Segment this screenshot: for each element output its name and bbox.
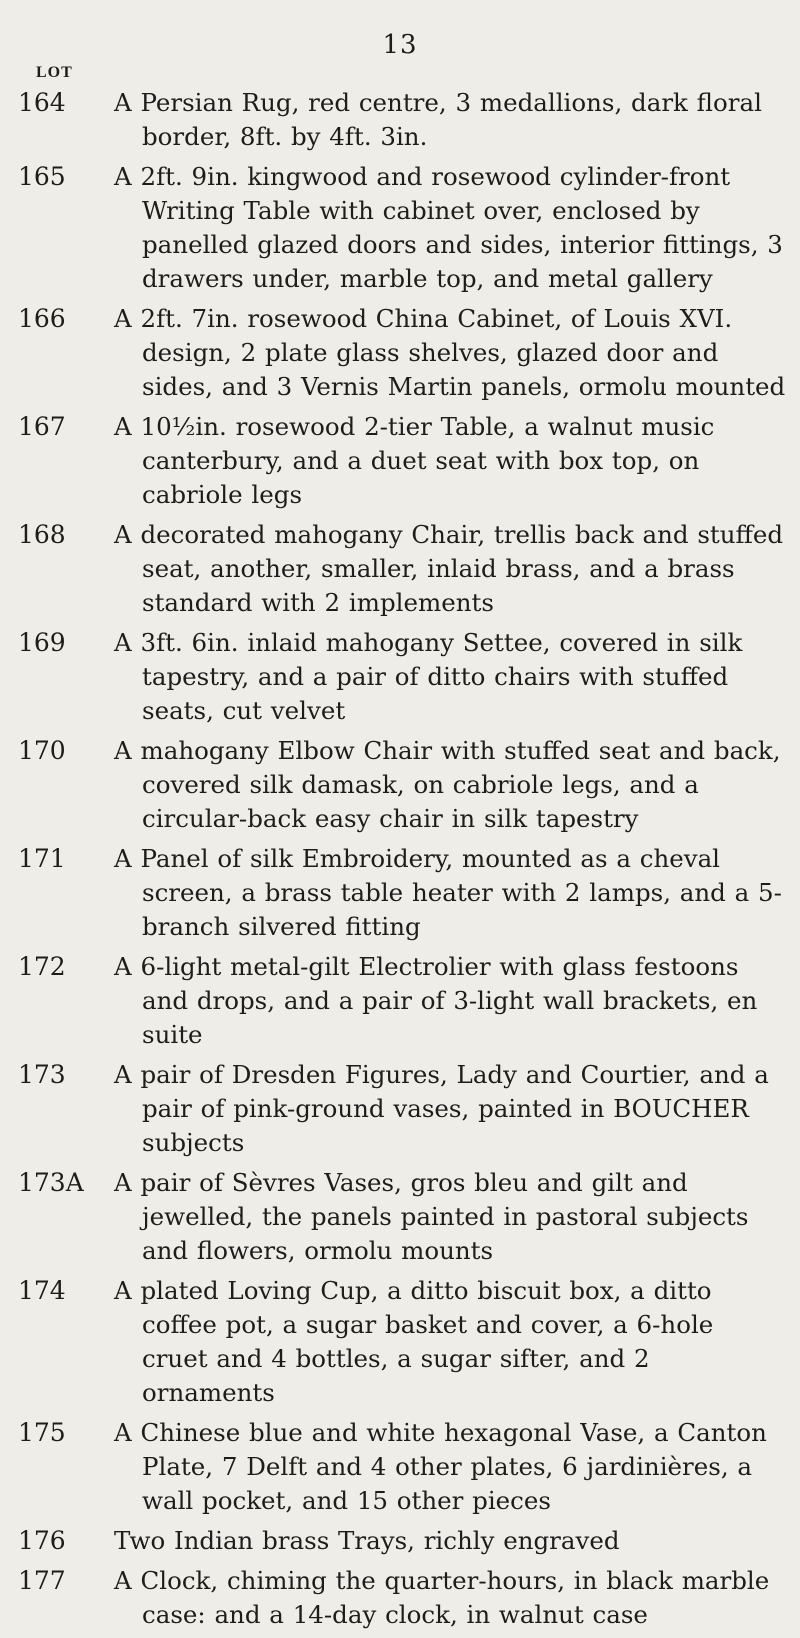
lot-number: 164 — [18, 88, 66, 117]
page-number: 13 — [382, 30, 418, 60]
lot-number: 173 — [18, 1060, 66, 1089]
lot-number: 172 — [18, 952, 66, 981]
lot-entry — [0, 302, 800, 404]
lot-entry — [0, 734, 800, 836]
lot-number: 174 — [18, 1276, 66, 1305]
lot-description: A decorated mahogany Chair, trellis back and stuffed seat, another, smaller, inlaid brass, and a brass standard with 2 implements — [114, 520, 784, 617]
lot-number: 166 — [18, 304, 66, 333]
lot-description: A plated Loving Cup, a ditto biscuit box, a ditto coffee pot, a sugar basket and cover, a 6-hole cruet and 4 bottles, a sugar sifter, and 2 ornaments — [114, 1276, 714, 1407]
lot-column-header: LOT — [36, 64, 73, 81]
lot-number: 170 — [18, 736, 66, 765]
lot-entry — [0, 518, 800, 620]
lot-description: A mahogany Elbow Chair with stuffed seat and back, covered silk damask, on cabriole legs, and a circular-back easy chair in silk tapestry — [114, 736, 781, 833]
lot-list — [0, 86, 800, 1638]
lot-description: A 6-light metal-gilt Electrolier with glass festoons and drops, and a pair of 3-light wall brackets, en suite — [114, 952, 758, 1049]
lot-number: 173A — [18, 1168, 84, 1197]
lot-description: A Clock, chiming the quarter-hours, in black marble case: and a 14-day clock, in walnut case — [114, 1566, 770, 1629]
lot-description: A pair of Sèvres Vases, gros bleu and gilt and jewelled, the panels painted in pastoral subjects and flowers, ormolu mounts — [114, 1168, 749, 1265]
lot-entry — [0, 1564, 800, 1632]
lot-description: A pair of Dresden Figures, Lady and Courtier, and a pair of pink-ground vases, painted in BOUCHER subjects — [114, 1060, 769, 1157]
lot-number: 171 — [18, 844, 66, 873]
lot-description: A Chinese blue and white hexagonal Vase, a Canton Plate, 7 Delft and 4 other plates, 6 jardinières, a wall pocket, and 15 other pieces — [114, 1418, 767, 1515]
lot-entry — [0, 1274, 800, 1410]
lot-description: A 2ft. 7in. rosewood China Cabinet, of Louis XVI. design, 2 plate glass shelves, glazed door and sides, and 3 Vernis Martin panels, ormolu mounted — [114, 304, 786, 401]
lot-entry — [0, 1524, 800, 1558]
lot-description: A Panel of silk Embroidery, mounted as a cheval screen, a brass table heater with 2 lamps, and a 5-branch silvered fitting — [114, 844, 782, 941]
lot-number: 169 — [18, 628, 66, 657]
lot-description: A 3ft. 6in. inlaid mahogany Settee, covered in silk tapestry, and a pair of ditto chairs with stuffed seats, cut velvet — [114, 628, 743, 725]
lot-description: A 10½in. rosewood 2-tier Table, a walnut music canterbury, and a duet seat with box top, on cabriole legs — [114, 412, 715, 509]
lot-number: 168 — [18, 520, 66, 549]
lot-entry — [0, 160, 800, 296]
lot-description: Two Indian brass Trays, richly engraved — [114, 1526, 620, 1555]
lot-description: A Persian Rug, red centre, 3 medallions, dark floral border, 8ft. by 4ft. 3in. — [114, 88, 762, 151]
lot-entry — [0, 950, 800, 1052]
lot-number: 165 — [18, 162, 66, 191]
lot-entry — [0, 410, 800, 512]
lot-entry — [0, 1166, 800, 1268]
lot-number: 175 — [18, 1418, 66, 1447]
lot-number: 177 — [18, 1566, 66, 1595]
lot-entry — [0, 1058, 800, 1160]
lot-entry — [0, 1416, 800, 1518]
lot-number: 167 — [18, 412, 66, 441]
lot-entry — [0, 842, 800, 944]
lot-entry — [0, 626, 800, 728]
lot-description: A 2ft. 9in. kingwood and rosewood cylinder-front Writing Table with cabinet over, enclosed by panelled glazed doors and sides, interior fittings, 3 drawers under, marble top, and metal gallery — [114, 162, 783, 293]
lot-number: 176 — [18, 1526, 66, 1555]
lot-entry — [0, 86, 800, 154]
